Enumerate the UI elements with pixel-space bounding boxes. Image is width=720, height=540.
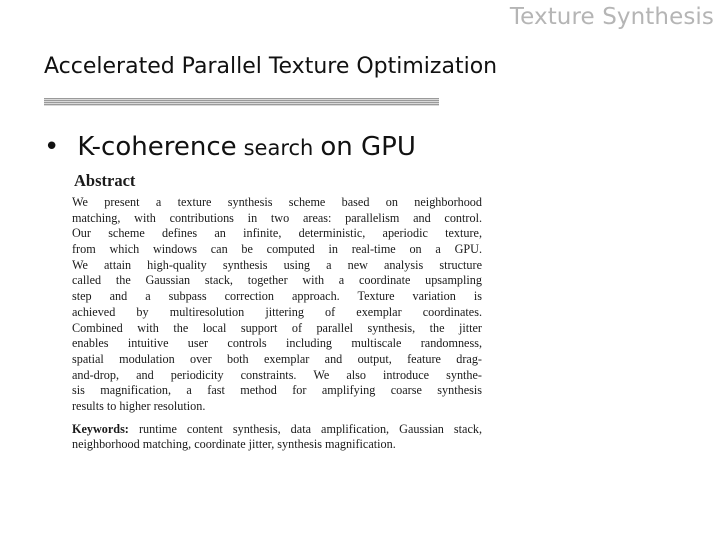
- abstract-line: achieved by multiresolution jittering of exemplar coordinates.: [72, 304, 482, 319]
- abstract-line: matching, with contributions in two areas: parallelism and control.: [72, 210, 482, 225]
- keywords-text: runtime content synthesis, data amplification, Gaussian stack,: [138, 421, 482, 436]
- bullet-text-part2: search: [243, 136, 314, 160]
- abstract-line: sis magnification, a fast method for amplifying coarse synthesis: [72, 383, 482, 398]
- abstract-line: called the Gaussian stack, together with a coordinate upsampling: [72, 273, 482, 288]
- title-underline: [44, 98, 439, 106]
- slide-title: Accelerated Parallel Texture Optimization: [44, 54, 498, 79]
- abstract-line: enables intuitive user controls including multiscale randomness,: [72, 336, 482, 351]
- abstract-line: and-drop, and periodicity constraints. We also introduce synthe-: [72, 367, 482, 382]
- keywords-line: [72, 422, 482, 438]
- abstract-line: spatial modulation over both exemplar and output, feature drag-: [72, 351, 482, 366]
- keywords-label: Keywords:: [72, 421, 129, 436]
- abstract-heading: Abstract: [74, 171, 136, 190]
- bullet-text-part1: K-coherence: [77, 132, 237, 162]
- keywords-block: [72, 422, 482, 453]
- bullet-dot-icon: •: [44, 132, 60, 162]
- bullet-item: [44, 132, 416, 162]
- keywords-line: neighborhood matching, coordinate jitter, synthesis magnification.: [72, 437, 396, 452]
- abstract-line: We attain high-quality synthesis using a new analysis structure: [72, 257, 482, 272]
- section-title: Texture Synthesis: [509, 4, 714, 30]
- abstract-line: from which windows can be computed in real-time on a GPU.: [72, 242, 482, 257]
- abstract-line: We present a texture synthesis scheme based on neighborhood: [72, 195, 482, 209]
- abstract-line: step and a subpass correction approach. Texture variation is: [72, 289, 482, 304]
- abstract-line: results to higher resolution.: [72, 398, 206, 413]
- abstract-line: Combined with the local support of parallel synthesis, the jitter: [72, 320, 482, 335]
- bullet-text-part3: on GPU: [320, 132, 416, 162]
- abstract-excerpt: [72, 171, 482, 453]
- abstract-line: Our scheme defines an infinite, deterministic, aperiodic texture,: [72, 226, 482, 241]
